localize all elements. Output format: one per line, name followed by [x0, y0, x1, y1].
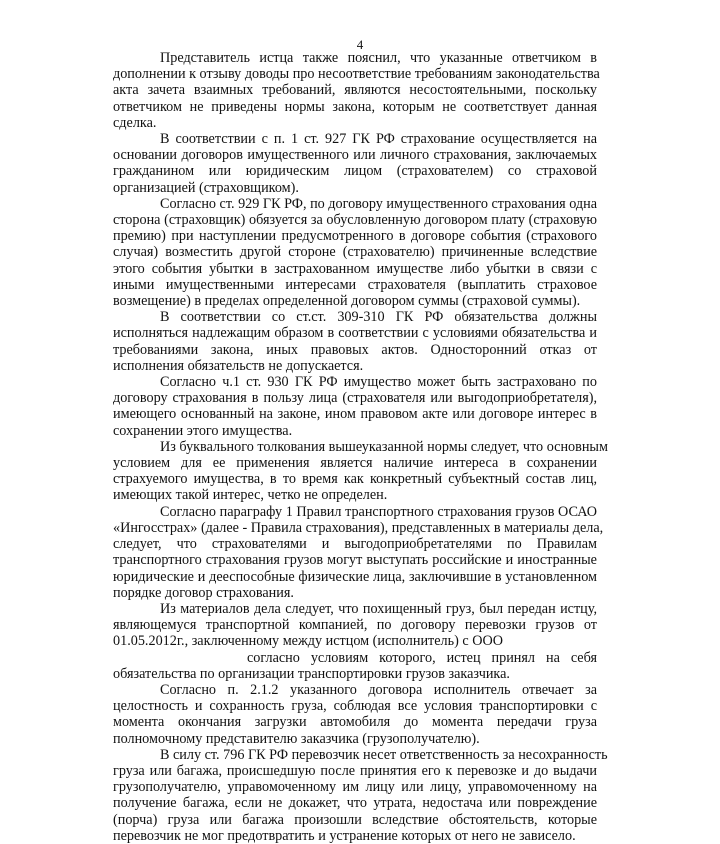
text-line: полномочному представителю заказчика (грузополучателю).	[113, 730, 480, 747]
text-line: Согласно ст. 929 ГК РФ, по договору имущественного страхования одна	[160, 195, 598, 212]
text-line: случая) возместить другой стороне (страхователю) причиненные вследствие	[113, 244, 597, 261]
text-line: договору страхования в пользу лица (страхователя или выгодоприобретателя),	[113, 390, 597, 407]
text-line: требованиями закона, иных правовых актов. Односторонний отказ от	[113, 341, 597, 358]
text-line: грузополучателю, управомоченному им лицу или лицу, управомоченному на	[113, 779, 597, 796]
text-line: страхуемого имущества, в то время как конкретный субъектный состав лиц,	[113, 471, 597, 488]
text-line: порядке договор страхования.	[113, 584, 294, 601]
text-line: В соответствии со ст.ст. 309-310 ГК РФ обязательства должны	[160, 309, 597, 326]
text-line: премию) при наступлении предусмотренного в договоре события (страхового	[113, 228, 597, 245]
paragraph	[113, 309, 597, 374]
text-line: основании договоров имущественного или личного страхования, заключаемых	[113, 147, 597, 164]
text-line: Согласно параграфу 1 Правил транспортного страхования грузов ОСАО	[160, 503, 597, 520]
paragraph	[113, 196, 597, 309]
text-line: ответчиком не приведены нормы закона, которым не соответствует данная	[113, 98, 597, 115]
text-line: являющемуся транспортной компанией, по договору перевозки грузов от	[113, 617, 597, 634]
paragraph	[113, 50, 600, 131]
text-line: обязательства по организации транспортировки грузов заказчика.	[113, 665, 510, 682]
text-line: В силу ст. 796 ГК РФ перевозчик несет ответственность за несохранность	[160, 746, 608, 763]
text-line: Из буквального толкования вышеуказанной нормы следует, что основным	[160, 438, 608, 455]
text-line: «Ингосстрах» (далее - Правила страхования), представленных в материалы дела,	[113, 519, 604, 536]
text-line: юридические и дееспособные физические лица, заключившие в установленном	[113, 568, 597, 585]
text-line: имеющих такой интерес, четко не определен.	[113, 487, 388, 504]
text-line: следует, что страхователями и выгодоприобретателями по Правилам	[113, 536, 597, 553]
text-line: акта зачета взаимных требований, являются несостоятельными, поскольку	[113, 82, 597, 99]
paragraph	[113, 601, 597, 682]
document-body	[113, 50, 608, 844]
text-line: Согласно п. 2.1.2 указанного договора исполнитель отвечает за	[160, 681, 597, 698]
text-line: сторона (страховщик) обязуется за обусловленную договором плату (страховую	[113, 212, 597, 229]
paragraph	[113, 374, 597, 439]
text-line: сохранении этого имущества.	[113, 422, 293, 439]
text-line: иными имущественными интересами страхователя (выплатить страховое	[113, 276, 597, 293]
text-line: дополнении к отзыву доводы про несоответствие требованиям законодательства	[113, 66, 600, 83]
text-line: имеющего основанный на законе, ином правовом акте или договоре интерес в	[113, 406, 597, 423]
text-line: этого события убытки в застрахованном имуществе либо убытки в связи с	[113, 260, 597, 277]
paragraph	[113, 438, 608, 504]
paragraph	[113, 503, 604, 601]
text-line: 01.05.2012г., заключенному между истцом (исполнитель) с ООО	[113, 633, 503, 650]
paragraph	[113, 682, 597, 747]
text-line: возмещение) в пределах определенной договором суммы (страховой суммы).	[113, 293, 581, 310]
paragraph	[113, 746, 608, 844]
text-line: согласно условиям которого, истец принял на себя	[247, 649, 597, 666]
text-line: гражданином или юридическим лицом (страхователем) со страховой	[113, 163, 597, 180]
text-line: (порча) груза или багажа произошли вследствие обстоятельств, которые	[113, 811, 597, 828]
text-line: сделка.	[113, 114, 157, 131]
text-line: перевозчик не мог предотвратить и устранение которых от него не зависело.	[113, 827, 576, 844]
text-line: организацией (страховщиком).	[113, 179, 299, 196]
text-line: Из материалов дела следует, что похищенный груз, был передан истцу,	[160, 600, 597, 617]
paragraph	[113, 131, 597, 196]
text-line: получение багажа, если не докажет, что утрата, недостача или повреждение	[113, 795, 597, 812]
text-line: момента окончания загрузки автомобиля до момента передачи груза	[113, 714, 597, 731]
text-line: транспортного страхования грузов могут выступать российские и иностранные	[113, 552, 597, 569]
text-line: Представитель истца также пояснил, что указанные ответчиком в	[160, 50, 597, 66]
page-number: 4	[356, 37, 364, 52]
text-line: груза или багажа, происшедшую после принятия его к перевозке и до выдачи	[113, 762, 597, 779]
text-line: условием для ее применения является наличие интереса в сохранении	[113, 455, 597, 472]
text-line: Согласно ч.1 ст. 930 ГК РФ имущество может быть застраховано по	[160, 374, 597, 391]
text-line: В соответствии с п. 1 ст. 927 ГК РФ страхование осуществляется на	[160, 131, 597, 148]
text-line: целостность и сохранность груза, соблюдая все условия транспортировки с	[113, 698, 597, 715]
text-line: исполнения обязательств не допускается.	[113, 357, 364, 374]
text-line: исполняться надлежащим образом в соответствии с условиями обязательства и	[113, 325, 597, 342]
